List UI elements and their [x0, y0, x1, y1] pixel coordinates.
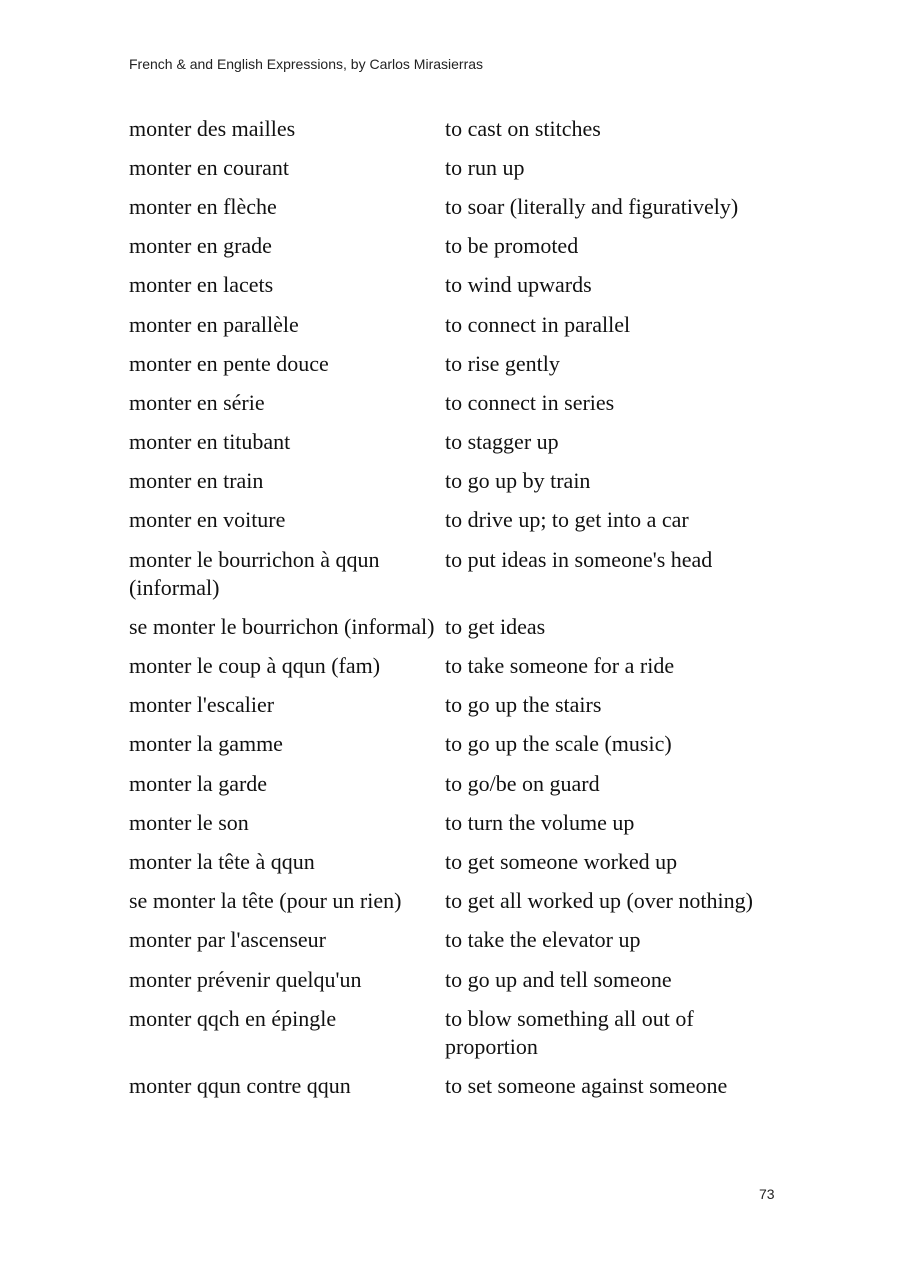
english-translation: to soar (literally and figuratively)	[445, 193, 739, 219]
french-expression: monter l'escalier	[129, 692, 275, 718]
english-translation: to run up	[445, 154, 525, 180]
french-expression: monter en courant	[129, 154, 290, 180]
table-row	[129, 540, 789, 607]
french-expression: monter la tête à qqun	[129, 848, 315, 874]
french-expression: monter en titubant	[129, 429, 291, 455]
english-translation: to set someone against someone	[445, 1072, 728, 1098]
french-expression: monter la garde	[129, 770, 268, 796]
english-translation: to cast on stitches	[445, 115, 601, 141]
english-translation: to wind upwards	[445, 272, 592, 298]
french-expression: monter en train	[129, 468, 264, 494]
english-translation: to blow something all out of proportion	[445, 1005, 694, 1059]
french-expression: monter qqch en épingle	[129, 1005, 337, 1031]
english-translation: to be promoted	[445, 233, 579, 259]
table-row	[129, 921, 789, 960]
english-translation: to connect in series	[445, 389, 615, 415]
english-translation: to go up by train	[445, 468, 591, 494]
french-expression: monter en grade	[129, 233, 272, 259]
english-translation: to connect in parallel	[445, 311, 631, 337]
table-row	[129, 423, 789, 462]
french-expression: monter en pente douce	[129, 350, 329, 376]
french-expression: monter prévenir quelqu'un	[129, 966, 362, 992]
table-row	[129, 266, 789, 305]
table-row	[129, 999, 789, 1066]
table-row	[129, 1066, 789, 1105]
french-expression: monter en parallèle	[129, 311, 299, 337]
english-translation: to go up the stairs	[445, 692, 602, 718]
french-expression: monter en voiture	[129, 507, 286, 533]
english-translation: to take the elevator up	[445, 927, 641, 953]
french-expression: monter en lacets	[129, 272, 274, 298]
table-row	[129, 882, 789, 921]
table-row	[129, 305, 789, 344]
french-expression: monter le coup à qqun (fam)	[129, 653, 381, 679]
french-expression: se monter la tête (pour un rien)	[129, 888, 402, 914]
french-expression: monter qqun contre qqun	[129, 1072, 351, 1098]
table-row	[129, 686, 789, 725]
english-translation: to turn the volume up	[445, 809, 635, 835]
french-expression: monter en flèche	[129, 193, 277, 219]
english-translation: to go/be on guard	[445, 770, 600, 796]
table-row	[129, 764, 789, 803]
french-expression: monter par l'ascenseur	[129, 927, 326, 953]
french-expression: monter le bourrichon à qqun (informal)	[129, 546, 380, 600]
table-row	[129, 344, 789, 383]
table-row	[129, 960, 789, 999]
french-expression: monter des mailles	[129, 115, 296, 141]
english-translation: to go up the scale (music)	[445, 731, 672, 757]
table-row	[129, 501, 789, 540]
table-row	[129, 227, 789, 266]
table-row	[129, 109, 789, 148]
table-row	[129, 842, 789, 881]
table-row	[129, 187, 789, 226]
english-translation: to get ideas	[445, 613, 546, 639]
table-row	[129, 383, 789, 422]
table-row	[129, 148, 789, 187]
expression-table	[129, 109, 789, 1106]
table-row	[129, 607, 789, 646]
english-translation: to go up and tell someone	[445, 966, 672, 992]
running-header: French & and English Expressions, by Carlos Mirasierras	[129, 56, 484, 72]
table-row	[129, 725, 789, 764]
english-translation: to take someone for a ride	[445, 653, 675, 679]
table-row	[129, 803, 789, 842]
english-translation: to rise gently	[445, 350, 560, 376]
english-translation: to put ideas in someone's head	[445, 546, 713, 572]
english-translation: to get all worked up (over nothing)	[445, 888, 753, 914]
page-number: 73	[759, 1186, 775, 1202]
french-expression: monter la gamme	[129, 731, 283, 757]
french-expression: monter en série	[129, 389, 265, 415]
french-expression: monter le son	[129, 809, 249, 835]
french-expression: se monter le bourrichon (informal)	[129, 613, 435, 639]
english-translation: to stagger up	[445, 429, 559, 455]
table-row	[129, 646, 789, 685]
english-translation: to drive up; to get into a car	[445, 507, 689, 533]
english-translation: to get someone worked up	[445, 848, 678, 874]
table-row	[129, 462, 789, 501]
